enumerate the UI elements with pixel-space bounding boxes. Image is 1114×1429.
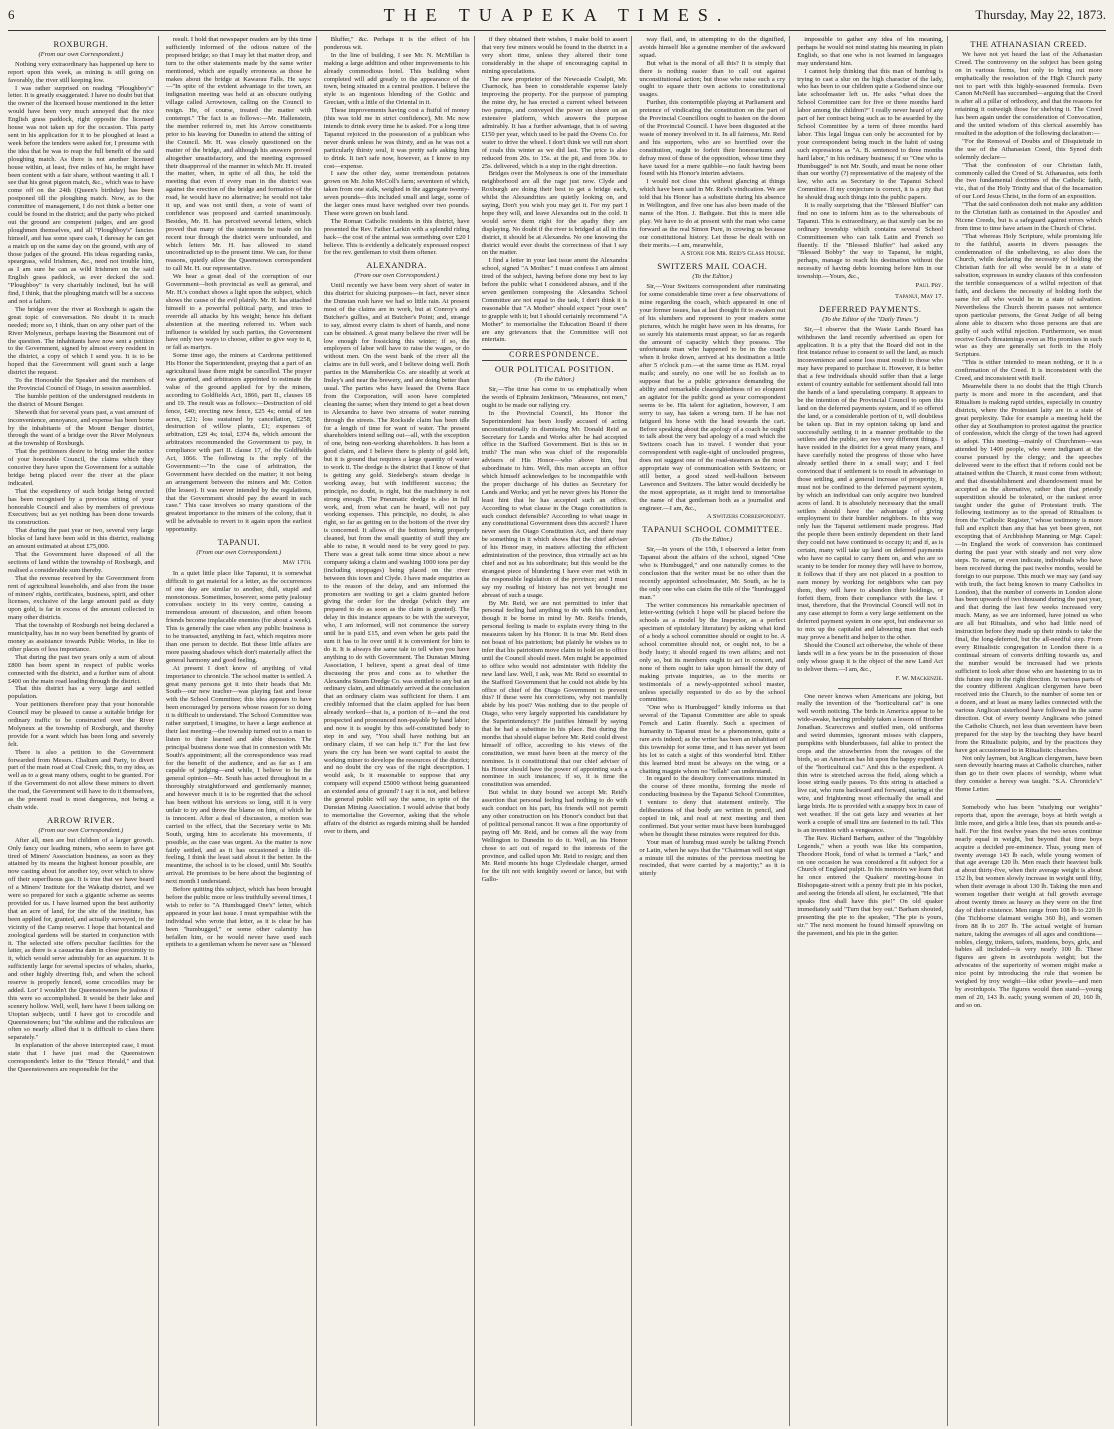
section-byline: (To the Editor.) — [534, 376, 575, 384]
article-paragraph: In the Provincial Council, his Honor the Superintendent has been loudly accused of acting unconstitutionally in dismissing Mr. Donald Reid as Secretary for Lands and Works after he had accepted office in the Stafford Government. But is this so in truth? The man who was chief of the responsible advisers of His Honor—who above him, but subordinate to him. Well, this man accepts an office which himself acknowledges to be incompatible with the proper discharge of his duties as Secretary for Lands and Works; and yet he never gives his Honor the least hint that he has accepted such an office. According to what clause in the Otago constitution is such conduct defensible? According to what usage in any constitutional Government does this accord? I have never seen the Otago Constitution Act, and there may be something in it which shows that the chief adviser of his Honor may, in matters affecting the efficient administration of the province, thus virtually act as his chief and not as his subordinate; but this would be the strangest piece of blundering I have ever met with in the responsible legislation of the province; and I must say my reading of history has not yet brought me abreast of such a usage. — [481, 409, 628, 599]
column-3 — [324, 36, 475, 1426]
section-byline: (From our own Correspondent.) — [38, 826, 124, 834]
article-paragraph: "That the confession of our Christian faith, commonly called the Creed of St. Athanasius, sets forth the two fundamental doctrines of the Catholic faith, viz., that of the Holy Trinity and that of the Incarnation of our Lord Jesus Christ, in the form of an exposition. — [955, 161, 1102, 201]
article-paragraph: "This is either intended to mean nothing, or it is a confirmation of the Creed. It is inconsistent with the Creed, and inconsistent with itself. — [955, 359, 1102, 383]
article-paragraph: "For the Removal of Doubts and of Disquietude in the use of the Athanasian Creed, this Synod doth solemnly declare— — [955, 137, 1102, 161]
column-7 — [955, 36, 1106, 1426]
newspaper-title: THE TUAPEKA TIMES. — [383, 4, 731, 25]
article-paragraph: result. I hold that newspaper readers are by this time sufficiently informed of the odious nature of the proposed bridge; so that I may let that matter drop, and turn to the other statements made by the same writer mentioned, which are equally erroneous as those he makes about the bridge at Kawarau Falls. He says:—"In spite of the evident advantage to the town, an indignation meeting was held at an obscure outlying village called Arrowtown, calling on the Council to resign. He, of course, treated the matter with contempt." The fact is as follows:—Mr. Hallenstein, the member referred to, met his Arrow constituents prior to his leaving for Dunedin to attend the sitting of the Council. Mr. H. was closely questioned on the matter of the bridge, and although his answers proved altogether unsatisfactory, and the meeting expressed their disapproval of the manner in which Mr. H. treated the matter, when, in spite of all this, he told the meeting that even if every man in the district was against the erection of the bridge and formation of the road, he would have no alternative; he would not take it up, and was not until then, a vote of want of confidence was proposed and carried unanimously. Besides, Mr. H. has perceived several letters, which proved that many of the statements he made on his recent tour through the district were unfounded, and which letters Mr. H. has allowed to stand uncontradicted up to the present time. We can, for these reasons, quietly allow the Queenstown correspondent to call Mr. H. our representative. — [165, 36, 312, 273]
section-byline: (To the Editor of the "Daily Times.") — [822, 315, 919, 323]
article-paragraph: Bridges over the Molyneux is one of the immediate neighborhood are all the rage just now. Clyde and Roxburgh are doing their best to get a bridge each, whilst the Alexandrites are quietly looking on, and saying, Don't you wish you may get it. For my part I hope they will, and leave Alexandra out in the cold. It would serve them right for the apathy they are displaying. No doubt if the river is bridged at all in this district, it should be at Alexandra. No one knowing the district would ever doubt the correctness of that I say on the matter. — [481, 170, 628, 257]
columns — [8, 36, 1106, 1426]
signature-line: A Stone for Mr. Reid's Glass House. — [680, 250, 786, 258]
section-byline: (From our own Correspondent.) — [354, 272, 440, 280]
article-paragraph: Sir,—The time has come to us emphatically when the words of Ephraim Jenkinson, "Measures, not men," ought to be made our rallying cry. — [481, 386, 628, 409]
article-paragraph: Nothing very extraordinary has happened up here to report upon this week, as mining is still going on favorably, the river still keeping low. — [8, 60, 154, 84]
article-paragraph: That this district has a very large and settled population. — [8, 685, 154, 701]
article-paragraph: I cannot help thinking that this man of humbug is trying to cast a slur on the high character of the lady, who has been to our children quite a Godsend since our late schoolmaster left us. He asks "what does the School Committee care for five or three months hard labor among the children?" I really never heard of any part of her contract being such as to be awarded by the School Committee by a term of three months hard labor. This legal lingua can only be accounted for by your correspondent being much in the habit of using such expressions as "A. B. sentenced to three months hard labor," in his ordinary business; if so "One who is Humbugged" is not Mr. South, and must be none other than our worthy (?) representative of the majesty of the law, who acts as Secretary to the Tapanui School Committee. If my conjecture is correct, it is a pity that he should drag such things into the public papers. — [797, 67, 944, 202]
article-paragraph: "One who is Humbugged" kindly informs us that several of the Tapanui Committee are able to speak French and Latin fluently. Such a specimen of humanity in Tapanui must be a phenomenon, quite a rare avis indeed; as the writer has been an inhabitant of this township for some time, and it has never yet been his lot to catch a sight of this wonderful bird. Either this learned bird must be always on the wing, or a chatting magpie whom no "fellah" can understand. — [639, 704, 786, 775]
column-6 — [797, 36, 948, 1426]
article-paragraph: There is also a petition to the Government forwarded from Messrs. Chalturn and Party, to divert part of the main road at Coal Creek; this, to my idea, as well as to a great many others, ought to be granted. For if the Government do not allow these miners to divert the road, the Government will have to do it themselves, as the present road is most dangerous, not being a chain wide. — [8, 748, 154, 811]
article-paragraph: I would not close this without glancing at things which have been said in Mr. Reid's vindication. We are told that his Honor has a substitute during his absence in Wellington, and five one has also been made of the name of the Hon. J. Bathgate. But this is mere idle play. We have to do at present with the man who came forward as the real Simon Pure, in crowing us because our constitutional history. Let those be dealt with on their merits.—I am, meanwhile, — [639, 178, 786, 249]
signature-line: May 17th. — [282, 558, 312, 566]
article-paragraph: In a quiet little place like Tapanui, it is somewhat difficult to get material for a letter, as the occurrences of one day are similar to another, dull, stupid and monotonous. Sometimes, however, some petty jealousy convulses society to its very centre, causing a tremendous amount of discussion, and often bosom friends become implacable enemies (for about a week). This is generally the case when any public business is to be transacted, anything in fact, which requires more than one person to decide. But these little affairs are more passing shadows which don't materially affect the general harmony and good feeling. — [165, 569, 312, 664]
article-paragraph: I saw the other day, some tremendous potatoes grown on Mr. John McColl's farm; seventeen of which, taken from one stalk, weighed in the aggregate twenty-seven pounds—this included small and large, some of the larger ones must have weighed over two pounds. These were grown on bush land. — [323, 170, 470, 217]
article-paragraph: Sir,—In yours of the 15th, I observed a letter from Tapanui about the affairs of the school, signed "One who is Humbugged," and one naturally comes to the conclusion that the writer must be no other than the recently appointed schoolmaster, Mr. South, as he is the only one who can claim the title of the "humbugged man." — [639, 546, 786, 601]
article-paragraph: The Rev. Richard Barham, author of the "Ingoldsby Legends," when a youth was like his companion, Theodore Hook, fond of what is termed a "lark," and on one occasion he was considered a fit subject for a Church of England pulpit. In his memoirs we learn that he once entered the Quakers' meeting-house in Bishopsgate-street with a penny fruit pie in his pocket, and seeing the friends all silent, he exclaimed, "He that speaks first shall have this pie!" On old quaker immediately said "Turn that boy out." Barham shouted, presenting the pie to the speaker, "The pie is yours, sir." The next moment he found himself sprawling on the pavement, and his pie in the gutter. — [797, 834, 944, 937]
article-paragraph: At present I don't know of anything of vital importance to chronicle. The school matter is settled. A great many persons got it into their heads that Mr. South—our new teacher—was playing fast and loose with the School Committee; this idea appears to have been encouraged by persons whose reason for so doing it is difficult to understand. The School Committee was rather surprised, I imagine, to have a large audience at their last meeting—the township turned out to a man to listen to their learned and able discussion. The principal business done was that in connexion with Mr. South's appointment; all the correspondence was read for the benefit of the audience, and as far as I am capable of judging—and while, I believe to be the general opinion—Mr. South has acted throughout in a thoroughly straightforward and gentlemanly manner, and however much it is to be regretted that the school has been without his services so long, still it is very unfair to try and throw the blame on him, of which he is innocent. After a deal of discussion, a motion was carried to the effect, that the Secretary write to Mr. South, urging him to accelerate his movements, if possible, as the case was urgent. As the matter is now fairly settled, and as it has occasioned a little ill-feeling, I think the least said about it the better. In the meantime, the school is to be closed, until Mr. South's arrival. He promises to be here about the beginning of next month I understand. — [165, 664, 312, 886]
article-paragraph: That during the past year or two, several very large blocks of land have been sold in this district, realising an amount estimated at about £75,000. — [8, 527, 154, 551]
article-paragraph: Further, this contemptible playing at Parliament and pretence of vindicating the constitution on the part of the Provincial Councillors ought to hasten on the doom of the Provincial Council. I have been disgusted at the waste of money involved in it. In all fairness, Mr. Reid and his supporters, who are so horrified over the constitution, ought to forfeit their honorariums and defray most of these of the opposition, whose time they have taxed for a mere quibble—no fault having been found with his Honor's interim advisers. — [639, 99, 786, 178]
article-paragraph: impossible to gather any idea of his meaning, perhaps he would not mind stating his meaning in plain English, so that one who is not learned in languages may understand him. — [797, 36, 944, 67]
article-paragraph: In explanation of the above intercepted case, I must state that I have just read the Queenstown correspondent's letter to the "Bruce Herald," and that the Queenstowners are responsible for the — [8, 1042, 154, 1073]
article-paragraph: That the revenue received by the Government from rent of agricultural leaseholds, and also from the issue of miners' rights, certificates, business, spirit, and other licenses, exclusive of the large amount paid as duty upon gold, is far in excess of the amount collected in many other districts. — [8, 574, 154, 622]
column-2 — [166, 36, 317, 1426]
boxed-heading: CORRESPONDENCE. — [482, 349, 628, 361]
article-paragraph: Your petitioners therefore pray that your honorable Council may be pleased to cause a suitable bridge for ordinary traffic to be constructed over the River Molyneux at the township of Roxburgh, and thereby provide for a want which has been long and severely felt. — [8, 701, 154, 748]
article-paragraph: That the petitioners desire to bring under the notice of your honorable Council, the claims which they conceive they have upon the Government for a suitable bridge being placed over the river at the place indicated. — [8, 448, 154, 487]
section-byline: (To the Editor.) — [692, 273, 733, 281]
section-byline: (From our own Correspondent.) — [38, 50, 124, 58]
article-paragraph: The humble petition of the undersigned residents in the district of Mount Benger. — [8, 392, 154, 408]
signature-line: Tapanui, May 17. — [895, 293, 944, 300]
column-5 — [639, 36, 790, 1426]
article-paragraph: Meanwhile there is no doubt that the High Church party is more and more in the ascendant, and that Ritualism is making rapid strides, especially in country districts, where the Protestant laity are in a state of great perplexity. Take for example a meeting held the other day at Southampton to protest against the practice of confession, which the clergy of the town had agreed to adopt. This meeting—mainly of Churchmen—was attended by 1400 people, who were indignant at the course pursued by the clergy; and the speeches delivered were to the effect that if reform could not be attained within the Church, it must come from without; and that disestablishment and disendowment must be accepted as the alternative, rather than that priestly superstition should be tolerated, or the rankest error taught under the guise of Protestant truth. The following testimony as to the spread of Ritualism is from the "Catholic Register," whose testimony is more full and explicit than any that has yet been given, not excepting that of Archbishop Manning or Mgr. Capel:—In England the work of conversion has continued during the past year with steady and not very slow steps. To name, or even indicate, individuals who have been received during the past twelve months, would be foreign to our purpose. This much we may say (and say with truth, the fact being known to many Catholics in London), that the number of converts in London alone has been upwards of two thousand during the past year, and that during the last few weeks increased very much. Many, as we are informed, have joined us who are all but Ritualists, and who had little need of instruction before they made up their minds to take the final, the long-deferred, but the all-needful step. From every Ritualistic congregation in London there is a continual stream of converts drifting towards us, and the number would be increased had we priests sufficient to look after those who are hastening to us in this future step in the right direction. In various parts of the country different Anglican clergymen have been received into the Church, to the number of some ten or a dozen, and at least as many ladies connected with the various Anglican sisterhood have followed in the same direction. Out of every twenty Anglicans who joined the Catholic Church, not less than seventeen have been prepared for the step by the teaching they have heard from the Ritualistic pulpits, and by the practices they have got accustomed to in Ritualistic churches. — [955, 382, 1102, 754]
section-heading: THE ATHANASIAN CREED. — [970, 39, 1087, 49]
article-paragraph: That the expediency of such bridge being erected has been recognised by a previous sitting of your honorable Council and also by members of previous Executives; but as yet nothing has been done towards its construction. — [8, 487, 154, 527]
section-heading: SWITZERS MAIL COACH. — [657, 261, 768, 272]
article-paragraph: I was rather surprised on reading "Ploughboy's" letter. It is greatly exaggerated. I have no doubt but that the owner of the licensed house mentioned in the letter would have been very much annoyed that the nice English grass paddock, right opposite the licensed house was not taken up for the occasion. This party sent in his application for it to be ploughed at least a week before the tenders were asked for, I presume with the idea that he was to reap the full benefit of the said ploughing match. As there is not another licensed house within, at least, five miles of his, he might have been content with a fair share, without wanting it all. I see that his great pigeon match, &c., which was to have come off on the 24th (Queen's birthday) has been postponed till the ploughing match. Now, as to the committee of management, I do not think a better one could be found in the district; and the party who picked out the ground are competent judges, and are good ploughmen themselves, and all "Ploughboy's" fancies himself, and has some spare cash, I daresay he can get a match up on the same day on the ground, with any of those judges of the ground. His ideas regarding ranks, speargrass, wild Irishmen, &c., need not trouble him, as I am sure he can as wild Irishmen on the said English grass paddock, as ever decked the sod. "Ploughboy" is very charitably inclined, but he will find, I think, that the ploughing match will be a success and not a failure. — [8, 84, 154, 305]
section-byline: (From our own Correspondent.) — [196, 549, 282, 556]
article-paragraph: After all, men are but children of a larger growth. Only fancy our leading miners, who seem to have got tired of Miners' Association business, as soon as they attained by its means the highest honour possible, are now casting about for another toy, over which to show off their superfluous gas. It is true that we have heard of a Miners' Institute for the Wakatip district, and we were so prepared for such a gigantic scheme as seems provided for us. I have learned upon the best authority that an acre of land, for the site of the institute, has been applied for, granted, and actually surveyed, in the vicinity of the Camp reserve. I hope that botanical and zoological gardens will be started in conjunction with it. The selected site offers peculiar facilities for the latter, as there is a casuarina dam in close proximity to it, which would serve admirably for an aquarium. It is sufficiently large for several species of whales, sharks, and other highly diverting fish, and when the school reserve is properly fenced, some crocodiles may be added. Lor' I wouldn't the Queenstowners be jealous if this were so accomplished. It would be their lake and scenery hollow. Well, well, here have I been talking on Utopian subjects, until I have got to crocodile and Queenstowners; but "the sublime and the ridiculous are often so nearly allied that it is difficult to class them separately." — [8, 836, 154, 1042]
signature-line: A Switzers Correspondent. — [706, 513, 786, 521]
article-paragraph: The new proprietor of the Newcastle Coalpit, Mr. Charnock, has been to considerable expense lately improving the property. For the purpose of pumping the mine dry, he has erected a current wheel between two pumps, and conveyed the power on shore on an extensive platform, which answers the purpose admirably. It has a further advantage, that is of saving £150 per year, which used to be paid the Ovens Co. for water to drive the wheel. I don't think we will run short of coals this winter as we did last. The price is also reduced from 20s. to 15s. at the pit, and from 30s. to 25s. delivered, which is a step in the right direction. — [481, 75, 628, 170]
section-heading: ROXBURGH. — [53, 39, 109, 49]
section-byline: (To the Editor.) — [692, 536, 733, 544]
section-heading: ALEXANDRA. — [366, 260, 427, 271]
article-paragraph: "That the said confession doth not make any addition to the Christian faith as contained in the Apostles' and Nicene Creeds, but is a safeguard against errors which from time to time have arisen in the Church of Christ. — [955, 201, 1102, 232]
article-paragraph: To the Honorable the Speaker and the members of the Provincial Council of Otago, in session assembled. — [8, 377, 154, 392]
section-divider — [838, 688, 902, 689]
article-paragraph: That the Government have disposed of all the sections of land within the township of Roxburgh, and realised a considerable sum thereby. — [8, 551, 154, 574]
article-paragraph: if they obtained their wishes, I make bold to assert that very few miners would be found in the district in a very short time, unless they altered their tone considerably in the shape of encouraging capital in mining speculations. — [481, 36, 628, 75]
masthead — [8, 0, 1106, 31]
article-paragraph: By Mr. Reid, we are not permitted to infer that personal feeling had anything to do with his conduct, though it be borne in mind by Mr. Reid's friends, personal feeling is made to explain every thing in the measures taken by his Honor. It is true Mr. Reid does not boast of his patriotism; but plainly he wishes us to infer that his patriotism move claim to hold on to office until the Council should meet. Men might be appointed to office who would not administer with fidelity the new land law. Well, I ask, was Mr. Reid so essential to the Stafford Government that he could not abide by his office of chief of the Otago Government to prevent this? If these were his convictions, why not manfully abide by his post? Was nothing due to the people of Otago, who very largely supported his candidature by the Superintendency? He justifies himself by saying that he had a substitute in his place. But during the months that should elapse before Mr. Reid could divest himself of office, according to his views of the constitution, we must have been at the mercy of the nominee. Is it constitutional that our chief adviser of his Honor should have the power of appointing such a nominee in such instances; if so, it is time the constitution was amended. — [481, 599, 628, 789]
article-paragraph: Your man of humbug must surely be talking French or Latin, when he says that the "Chairman will not sign a minute till the minutes of the previous meeting be rescinded, that were carried by a majority;" as it is utterly — [639, 838, 786, 878]
article-paragraph: Not only laymen, but Anglican clergymen, have been seen devoutly hearing mass at Catholic churches, rather than go to their own places of worship, where what they consider a heresy was taught. "S.A. Chronicle's" Home Letter. — [955, 754, 1102, 794]
article-paragraph: I find a letter in your last issue anent the Alexandra school, signed "A Mother." I must confess I am almost tired of the subject, having before done my best to lay before the public what I considered abuses, and if the seven gentlemen composing the Alexandra School Committee are not equal to the task, I don't think it is reasonable that "A Mother" should expect "your own" to grapple with it; but I should certainly recommend "A Mother" to memorialise the Education Board if there are any grievances that the Committee will not entertain. — [481, 257, 628, 344]
section-heading: TAPANUI SCHOOL COMMITTEE. — [642, 524, 783, 535]
section-heading: OUR POLITICAL POSITION. — [494, 364, 615, 375]
article-paragraph: In regard to the desultory conversations minuted in the course of three months, forming the mode of conducting business by the Tapanui School Committee, I venture to deny that statement entirely. The deliberations of that body are written in pencil, and copied in ink, and read at next meeting and then confirmed. But your writer must have been humbugged when he thought these minutes were required for this. — [639, 775, 786, 838]
article-paragraph: way flail, and, in attempting to do the dignified, avoids himself like a genuine member of the awkward squad. — [639, 36, 786, 59]
article-paragraph: Some time ago, the miners at Cardrona petitioned His Honor the Superintendent, praying that a part of an agricultural lease there might be cancelled. The prayer was granted, and arbitrators appointed to estimate the value of the ground applied for by the miners, according to Goldfields Act, 1866, part II., clauses 18 and 19. The result was as follows:—Destruction of old fence, £40; erecting new fence, £25 4s; rental of ten acres, £21; loss sustained by cancellation, £258; destruction of willow plants, £1; expenses of arbitration, £29 4s; total, £374 8s, which amount the arbitrators recommended the Government to pay, in compliance with part II. clause 17, of the Goldfields Act, 1866. The following is the reply of the Government:—"In the case of arbitration, the Government have decided on the matter; it not being an arrangement between the miners and Mr. Cotton (the lessee). It was never intended by the regulations, that the Government should pay the award in such case." This case involves so many questions of the greatest importance to the miners of the colony, that it will be advisable to revert to it again upon the earliest opportunity. — [165, 352, 312, 534]
article-paragraph: The Roman Catholic residents in this district, have presented the Rev. Father Larkin with a splendid riding hack—the cost of the animal was something over £20 I believe. This is evidently a delicately expressed respect for the rev. gentleman to visit them oftener. — [323, 217, 470, 257]
article-paragraph: We have not yet heard the last of the Athanasian Creed. The controversy on the subject has been going on in various forms, but only to bring out more emphatically the resolution of the High Church party not to part with this highly-seasoned formula. Even Canon McNeill has succumbed—arguing that the Creed is after all a pillar of orthodoxy, and that the reasons for retaining it outweigh those for shelving it. The Creed has been again under the consideration of Convocation, and the united wisdom of this clerical assembly has resulted in the adoption of the following declaration:— — [955, 50, 1102, 137]
article-paragraph: The bridge over the river at Roxburgh is again the great topic of conversation. No doubt it is much needed; more so, I think, than on any other part of the River Molyneux, perhaps leaving the Beaumont out of the question. The inhabitants have now sent a petition to the Government, signed by almost every resident in the district, a copy of which I send you. It is to be hoped that the Government will grant such a large district the request. — [8, 305, 154, 377]
article-paragraph: Until recently we have been very short of water in this district for sluicing purposes—in fact, never since the Dunstan rush have we had so little rain. At present most of the claims are in work, but at Conroy's and Butcher's gullies, and at Butcher's Point; and, strange to say, almost every claim is short of hands, and none can be obtained. A great many believe the river will be low enough for fossicking this winter; if so, the employers of labor will have to raise the wages, or do without men. On the west bank of the river all the claims are in full work, and I believe doing well. Both parties in the Manuherikia Co. are steadily at work at Insley's and near the brewery, and are doing better than usual. The parties who have leased the Ovens Race from the Corporation, will soon have completed cleaning the same; when they intend to get a beat down to Alexandra to have two streams of water running through the streets. The Rockside claim has been idle for a length of time for want of water. The present shareholders intend selling out—all, with the exception of one, being non-working shareholders. It has been a good claim, and I believe there is plenty of gold left, but it is ground that requires a large quantity of water to work it. The dredge is the district that I know of that is getting any gold. Siedeberg's steam dredge is working away, but with indifferent success; the principle, no doubt, is right, but the machinery is not strong enough. The Pneumatic dredge is also in full work, and, from what can be heard, will not pay working expenses. This principle, no doubt, is also right, so far as getting on to the bottom of the river dry is concerned. It allows of the bottom being properly cleaned, but from the small quantity of stuff they are able to raise, it would need to be very good to pay. There was a great talk some time since about a new company taking a claim and washing 1000 tons per day (including stoppages) being placed on the river between this town and Clyde. I have made enquiries as to the reason of the delay, and am informed the promoters are waiting to get a claim granted before giving the order for the dredge (which they are prepared to do as soon as the claim is granted). The delay in this instance appears to be with the surveyor, who, I am informed, will not commence the survey until he is paid £15, and even when he gets paid the sum it has to lie over until it is convenient for him to do it. It is always the same tale to tell when you have anything to do with Government. The Dunstan Mining Association, I believe, spent a great deal of time discussing the pros and cons as to whether the Alexandra Steam Dredge Co. was entitled to any but an ordinary claim, and ultimately arrived at the conclusion that an ordinary claim was sufficient for them. I am credibly informed that the claim applied for has been already worked—that is, a portion of it—and the rest prospected and pronounced non-payable by hand labor; and now it is sought by this self-constituted body to step in and say, "You shall have nothing but an ordinary claim, if we can help it." For the last few years the cry has been we want capital to assist the working miner to develope the resources of the district; and no doubt the cry was of the right description. I would ask, Is it reasonable to suppose that any company will expend £5000 without being guaranteed an extended area of ground? I say it is not, and believe the general public will say the same, in spite of the Dunstan Mining Association. I would advise that body to memorialise the Governor, asking that the whole affairs of the district as regards mining shall be handed over to them, and — [323, 282, 470, 835]
column-1 — [8, 36, 159, 1426]
article-paragraph: Sir,—Your Switzers correspondent after ruminating for some considerable time over a few observations of mine regarding the coach, which appeared in one of your former issues, has at last thought fit to awaken out of his slumbers and represent to your readers some pictures, which he might have seen in his dreams, for so surely his statements must appear, so far as regards the amount of capacity which they possess. The unfortunate man who happened to be in the coach when it broke down, arrived at his destination a little after 5 o'clock p.m.—at the same time as H.M. royal mails; and surely, no one will be so foolish as to suppose that be a public grievance demanding the ability and remarkable clearsightedness of so eloquent an agitator for the public good as your correspondent seems to be. His talent for agitation, however, I am sorry to say, has taken a wrong turn. If he has not fatigued his horse with the head towards the cart. Before speaking about the apology of a coach he ought to talk about the very bad apology of a road which the Switzers coach has to travel. I wonder that your correspondent with eagle-sight of unclouded progress, does not suggest one of the road-steamers as the most appropriate way of communication with Switzers; or still better, a good sized well-balloon between Lawrence and Switzers. The latter would decidedly be the most appropriate, as it might tend to immortalise the name of that gentleman both as a journalist and engineer.—I am, &c., — [639, 283, 786, 512]
article-paragraph: These improvements having cost a fistful of money (this was told me in strict confidence), Mr. Mc now intends to drink every time he is asked. For a long time Tapanui rejoiced in the possession of a publican who never drank unless he was thirsty, and as he was not a particularly thirsty soul, it was pretty safe asking him to drink. It isn't safe now, however, as I know to my cost—expense. — [323, 107, 470, 170]
article-paragraph: Somebody who has been "studying our weights" reports that, upon the average, boys at birth weigh a little more, and girls a little less, than six pounds and-a-half. For the first twelve years the two sexes continue nearly equal in weight, but beyond that time boys acquire a decided pre-eminence. Thus, young men of twenty average 143 lb each, while young women of that age average 120 lb. Men reach their heaviest bulk at about thirty-five, when their average weight is about 152 lb, but women slowly increase in weight until fifty, when their average is about 130 lb. Taking the men and women together their weight at full growth average about twenty times as heavy as they were on the first day of their existence. Men range from 108 lb to 220 lb (the Tichborne claimant weighs 360 lb), and women from 88 lb to 207 lb. The actual weight of human nature, taking the averages of all ages and conditions—nobles, clergy, tinkers, tailors, maidens, boys, girls, and babies all included—is very nearly 100 lb. These figures are given in avoirdupois weight; but the advocates of the superiority of women might make a nice point by introducing the rule that women be weighed by troy weight—like other jewels—and men by avoirdupois. The figures would then stand—young men of 20, 143 lb. each; young women of 20, 160 lb, and so on. — [955, 804, 1102, 1009]
article-paragraph: The writer commences his remarkable specimen of letter-writing (which I hope will be placed before the schools as a model by the Inspector, as a perfect specimen of epistolary literature) by asking what kind of a body a school committee should or ought to be. A school committee should not, or ought not, to be a body lusty; it should regard its own affairs; and not only so, but its members ought to act in concert, and none of them ought to take upon himself the duty of making private inquiries, as to the merits or testimonials of a newly-appointed school master, unless specially requested to do so by the school committee. — [639, 601, 786, 704]
article-paragraph: That during the past two years only a sum of about £800 has been spent in respect of public works connected with the district, and a further sum of about £400 on the main road leading through the district. — [8, 653, 154, 685]
article-paragraph: Bluffer," &c. Perhaps it is the effect of his ponderous wit. — [323, 36, 470, 51]
article-paragraph: Sir,—I observe that the Waste Lands Board has withdrawn the land recently advertised as open for application. It is a pity that the Board did not in the first instance refuse to consent to sell the land, as much inconvenience and some loss must result to those who may have prepared to purchase it. However, it is better that a few individuals should suffer than that a large extent of country suitable for settlement should fall into the hands of a land speculating company. It appears to be the intention of the Provincial Council to open this land on the deferred payments system, and if so offered the land, or a considerable portion of it, will doubtless be taken up. But in my opinion taking up land and successfully settling it in a manner profitable to the settlers and the public, are two very different things. I have resided in the district for a great many years, and have carefully noted the progress of those who have already settled there in a small way; and I feel convinced that if settlement is to result in advantage to those settling, and a general increase of prosperity, it must not be confined to the deferred payment system, by which an individual can only acquire two hundred acres of land. It is absolutely necessary that the small settlers should have the advantage of giving employment to their humbler neighbors. In this way only has the Tapanui settlement made progress. Had the people there been entirely dependent on their land they could not have continued to occupy it; and if, as is certain, many will take up land on deferred payments who have no capital to carry them on, and who are so scanty to be tender for money they will have to borrow, it follows that if they are not placed in a position to earn money by working for neighbors who can pay them, they will have to abandon their holdings, or forfeit them, from their compliance with the law. I trust, therefore, that the Provincial Council will not in any case attempt to form a very large settlement on the deferred payment system in one spot, but endeavour so to mix up the capitalist and labouring man that each may prove a benefit and helper to the other. — [797, 325, 944, 642]
article-paragraph: It is really surprising that the "Blessed Bluffer" can find no one to inform him as to the whereabouts of Tapanui. This is extraordinary, as that surely can be no ordinary township which contains several School Committeemen who can talk Latin and French so fluently. If the "Blessed Bluffer" had asked any "Blessed Bobby" the way to Tapanui, he might, perhaps, manage to reach his destination without the necessity of having debts looming before him in our township.—Yours, &c., — [797, 202, 944, 281]
article-paragraph: Sheweth that for several years past, a vast amount of inconvenience, annoyance, and expense has been borne by the inhabitants of the Mount Benger district, through the want of a bridge over the River Molyneux at the township of Roxburgh. — [8, 408, 154, 448]
article-paragraph: That the township of Roxburgh not being declared a municipality, has in no way been benefited by grants of money as assistance towards Public Works, in like to other places of less importance. — [8, 622, 154, 653]
section-heading: TAPANUI. — [217, 537, 260, 548]
article-paragraph: Before quitting this subject, which has been brought before the public more or less truthfully several times, I wish to refer to "A Humbugged One's" letter, which appeared in your last issue. I must sympathise with the individual who wrote that letter, as it is clear he has been "humbugged," or some other calamity has befallen him, or he would never have used such epithets to a gentleman whom he never saw as "blessed — [165, 886, 312, 949]
article-paragraph: "That whereas Holy Scripture, while promising life to the faithful, asserts in divers passages the condemnation of the unbelieving, so also does the Church, while declaring the necessity of holding the Christian faith for all who would be in a state of salvation, expresses in sundry clauses of this confession the terrible consequences of a wilful rejection of that faith, and declares the necessity of holding forth the same for all who would be in a state of salvation. Nevertheless the Church therein passes not sentence upon particular persons, the Great Judge of all being alone able to discern who those persons are that are guilty of such wilful rejection. Furthermore, we must receive God's threatenings even as His promises in such wise as they are generally set forth in the Holy Scripture. — [955, 232, 1102, 359]
section-divider — [996, 799, 1061, 800]
section-heading: DEFERRED PAYMENTS. — [818, 303, 922, 314]
column-4 — [482, 36, 633, 1426]
issue-date: Thursday, May 22, 1873. — [975, 7, 1106, 22]
article-paragraph: But whilst in duty bound we accept Mr. Reid's assertion that personal feeling had nothing to do with such conduct on his part, his friends will not permit any other construction on his Honor's conduct but that of political personal rancor. It was a fine opportunity of paying off Mr. Reid, and he comes all the way from Wellington to Dunedin to do it. Well, as his Honor chose to act out of regard to the interests of the province, and called upon Mr. Reid to resign; and then Mr. Reid mounts his huge Clydesdale charger, armed for the tilt not with knightly sword or lance, but with Gallo- — [481, 789, 628, 884]
article-paragraph: But what is the moral of all this? It is simply that there is nothing easier than to call out against unconstitutional action; but those who raise such a cry ought to square their own actions to constitutional usages. — [639, 59, 786, 99]
article-paragraph: One never knows when Americans are joking, but really the invention of the "horticultural cat" is one well worth noticing. The birds in America appear to be wide-awake, having probably taken a lesson of Brother Jonathan. Scarecrows and stuffed men, old uniforms and weird dummies, ignorant misses with clappers, pumpkins with blunderbusses, fail alike to protect the crops and the strawberries from the ravages of the birds, so an American has hit upon the happy expedient of the "horticultural cat." And this is the expedient. A thin wire is stretched across the field, along which a loose string easily passes. To this string is attached a live cat, who runs backward and forward, staring at the wire, and frightening most effectually the small and large birds. He is provided with a snappy box in case of wet weather. If the cat gets lazy and wearies at her work a couple of small tins are fastened to its tail. This is an invention with a vengeance. — [797, 692, 944, 834]
signature-line: Paul Pry. — [915, 282, 944, 290]
section-heading: ARROW RIVER. — [46, 814, 115, 825]
signature-line: F. W. Mackenzie. — [895, 674, 944, 682]
article-paragraph: Should the Council act otherwise, the whole of these lands will in a few years be in the possession of those only whose grasp it is the object of the new Land Act to deliver them.—I am, &c., — [797, 641, 944, 673]
article-paragraph: We hear a great deal of the corruption of our Government—both provincial as well as general, and Mr. H.'s conduct shows a light upon the subject, which shows the cause of the evil plainly. Mr. H. has attached himself to a powerful political party, and tries to override all attacks by his weight; hence his defiant abstention at the meeting referred to. When such influence is wielded by such parties, the Government have only two ways to choose, either to give way to it, or fall as martyrs. — [165, 273, 312, 352]
page-number: 6 — [8, 7, 15, 22]
article-paragraph: In the line of building, I see Mr. N. McMillan is making a large addition and other improvements to his already commodious hotel. This building when completed will add greatly to the appearance of the town, being situated in a central position. I believe the style is an ingenious blending of the Gothic and Grecian, with a little of the Oriental in it. — [323, 51, 470, 107]
